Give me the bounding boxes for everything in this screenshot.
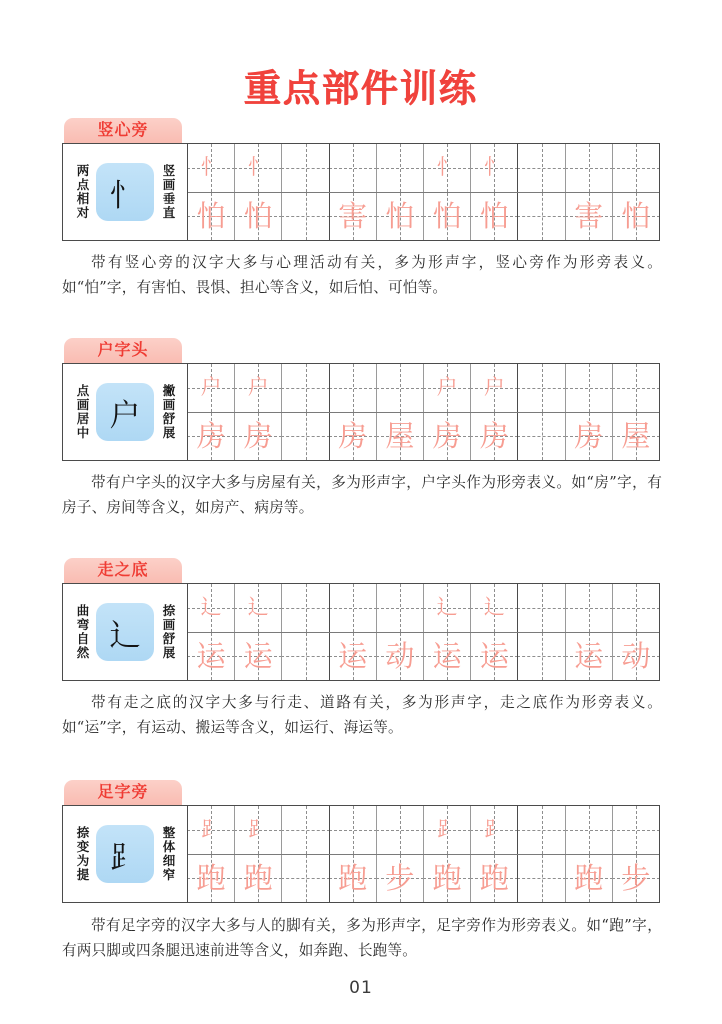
practice-cell[interactable] [566, 193, 613, 241]
right-note: 竖画垂直 [161, 164, 176, 220]
trace-character: ⻊ [247, 817, 269, 842]
practice-cell[interactable] [235, 193, 282, 241]
practice-cell[interactable] [235, 584, 282, 632]
trace-character: 辶 [436, 595, 458, 620]
practice-cell[interactable] [377, 413, 424, 461]
practice-cell[interactable] [424, 633, 471, 681]
practice-cell[interactable] [518, 806, 565, 854]
practice-cell[interactable] [330, 193, 377, 241]
trace-character: 跑 [432, 860, 462, 895]
grid-row-bottom [188, 193, 659, 241]
component-glyph: ⻊ [96, 825, 154, 883]
practice-cell[interactable] [613, 633, 659, 681]
practice-cell[interactable] [471, 855, 518, 903]
practice-cell[interactable] [282, 364, 329, 412]
practice-cell[interactable] [471, 364, 518, 412]
section-badge-shuxinpang: 竖心旁 [64, 118, 182, 143]
trace-character: 怕 [243, 198, 273, 233]
practice-cell[interactable] [424, 144, 471, 192]
practice-cell[interactable] [471, 584, 518, 632]
practice-cell[interactable] [377, 193, 424, 241]
practice-grid-zuzipang [62, 805, 660, 903]
practice-cell[interactable] [235, 633, 282, 681]
practice-cell[interactable] [471, 413, 518, 461]
trace-character: 运 [432, 638, 462, 673]
practice-cell[interactable] [188, 584, 235, 632]
left-note: 曲弯自然 [75, 604, 90, 660]
tianzige-grid [188, 364, 659, 460]
practice-cell[interactable] [330, 633, 377, 681]
practice-cell[interactable] [282, 584, 329, 632]
practice-cell[interactable] [566, 633, 613, 681]
trace-character: 屋 [385, 418, 415, 453]
grid-row-top [188, 584, 659, 633]
trace-character: 运 [243, 638, 273, 673]
section-badge-huzitou: 户字头 [64, 338, 182, 363]
trace-character: ⻊ [483, 817, 505, 842]
practice-cell[interactable] [377, 144, 424, 192]
trace-character: 房 [196, 418, 226, 453]
component-panel [63, 806, 188, 902]
practice-cell[interactable] [330, 144, 377, 192]
practice-cell[interactable] [613, 144, 659, 192]
trace-character: 跑 [196, 860, 226, 895]
trace-character: ⻊ [200, 817, 222, 842]
practice-cell[interactable] [235, 806, 282, 854]
grid-row-top [188, 144, 659, 193]
trace-character: 怕 [479, 198, 509, 233]
trace-character: 辶 [483, 595, 505, 620]
practice-cell[interactable] [330, 855, 377, 903]
practice-cell[interactable] [518, 584, 565, 632]
practice-cell[interactable] [518, 193, 565, 241]
practice-cell[interactable] [282, 855, 329, 903]
practice-cell[interactable] [188, 193, 235, 241]
right-note: 整体细窄 [161, 826, 176, 882]
trace-character: 户 [483, 375, 505, 400]
trace-character: 辶 [247, 595, 269, 620]
practice-grid-huzitou [62, 363, 660, 461]
trace-character: 怕 [621, 198, 651, 233]
tianzige-grid [188, 144, 659, 240]
practice-cell[interactable] [566, 144, 613, 192]
trace-character: 房 [432, 418, 462, 453]
practice-cell[interactable] [424, 413, 471, 461]
grid-row-top [188, 806, 659, 855]
trace-character: 忄 [483, 155, 505, 180]
practice-cell[interactable] [424, 584, 471, 632]
practice-cell[interactable] [613, 855, 659, 903]
practice-cell[interactable] [282, 633, 329, 681]
trace-character: 怕 [196, 198, 226, 233]
trace-character: 辶 [200, 595, 222, 620]
component-panel [63, 144, 188, 240]
trace-character: 怕 [432, 198, 462, 233]
section-huzitou [62, 338, 660, 461]
trace-character: 跑 [338, 860, 368, 895]
trace-character: 运 [338, 638, 368, 673]
practice-cell[interactable] [518, 364, 565, 412]
practice-cell[interactable] [613, 413, 659, 461]
trace-character: 害 [574, 198, 604, 233]
trace-character: 户 [200, 375, 222, 400]
trace-character: 忄 [200, 155, 222, 180]
practice-cell[interactable] [471, 144, 518, 192]
practice-cell[interactable] [424, 806, 471, 854]
component-glyph: 忄 [96, 163, 154, 221]
trace-character: 忄 [436, 155, 458, 180]
practice-cell[interactable] [424, 364, 471, 412]
practice-cell[interactable] [518, 855, 565, 903]
practice-grid-shuxinpang [62, 143, 660, 241]
practice-cell[interactable] [471, 806, 518, 854]
practice-cell[interactable] [566, 806, 613, 854]
trace-character: 动 [385, 638, 415, 673]
practice-cell[interactable] [566, 364, 613, 412]
practice-cell[interactable] [518, 144, 565, 192]
trace-character: 步 [385, 860, 415, 895]
trace-character: 运 [574, 638, 604, 673]
practice-cell[interactable] [235, 855, 282, 903]
practice-cell[interactable] [613, 584, 659, 632]
practice-cell[interactable] [188, 855, 235, 903]
explanation-paragraph-1: 带有竖心旁的汉字大多与心理活动有关，多为形声字，竖心旁作为形旁表义。如“怕”字，有害怕、畏惧、担心等含义，如后怕、可怕等。 [62, 254, 662, 296]
trace-character: 忄 [247, 155, 269, 180]
trace-character: 户 [436, 375, 458, 400]
component-glyph: 户 [96, 383, 154, 441]
trace-character: 房 [243, 418, 273, 453]
section-zouzhidi [62, 558, 660, 681]
practice-cell[interactable] [518, 633, 565, 681]
trace-character: 跑 [574, 860, 604, 895]
practice-cell[interactable] [377, 633, 424, 681]
practice-cell[interactable] [566, 413, 613, 461]
page-title: 重点部件训练 [244, 67, 478, 110]
grid-row-bottom [188, 413, 659, 461]
trace-character: 屋 [621, 418, 651, 453]
trace-character: 跑 [479, 860, 509, 895]
left-note: 两点相对 [75, 164, 90, 220]
practice-cell[interactable] [282, 413, 329, 461]
trace-character: ⻊ [436, 817, 458, 842]
explanation-paragraph-4: 带有足字旁的汉字大多与人的脚有关，多为形声字，足字旁作为形旁表义。如“跑”字，有两只脚或四条腿迅速前进等含义，如奔跑、长跑等。 [62, 917, 662, 959]
grid-row-bottom [188, 633, 659, 681]
practice-cell[interactable] [235, 144, 282, 192]
practice-cell[interactable] [566, 584, 613, 632]
practice-cell[interactable] [471, 193, 518, 241]
grid-row-bottom [188, 855, 659, 903]
practice-cell[interactable] [377, 364, 424, 412]
practice-cell[interactable] [235, 364, 282, 412]
trace-character: 跑 [243, 860, 273, 895]
practice-grid-zouzhidi [62, 583, 660, 681]
section-shuxinpang [62, 118, 660, 241]
tianzige-grid [188, 584, 659, 680]
practice-cell[interactable] [330, 584, 377, 632]
trace-character: 动 [621, 638, 651, 673]
practice-cell[interactable] [188, 364, 235, 412]
explanation-paragraph-2: 带有户字头的汉字大多与房屋有关，多为形声字，户字头作为形旁表义。如“房”字，有房子、房间等含义，如房产、病房等。 [62, 474, 662, 516]
practice-cell[interactable] [424, 855, 471, 903]
component-panel [63, 584, 188, 680]
trace-character: 害 [338, 198, 368, 233]
practice-cell[interactable] [330, 413, 377, 461]
component-panel [63, 364, 188, 460]
explanation-paragraph-3: 带有走之底的汉字大多与行走、道路有关，多为形声字，走之底作为形旁表义。如“运”字，有运动、搬运等含义，如运行、海运等。 [62, 694, 662, 736]
trace-character: 怕 [385, 198, 415, 233]
section-badge-zuzipang: 足字旁 [64, 780, 182, 805]
practice-cell[interactable] [188, 633, 235, 681]
practice-cell[interactable] [377, 855, 424, 903]
section-badge-zouzhidi: 走之底 [64, 558, 182, 583]
left-note: 捺变为提 [75, 826, 90, 882]
section-zuzipang [62, 780, 660, 903]
practice-cell[interactable] [282, 193, 329, 241]
right-note: 撇画舒展 [161, 384, 176, 440]
practice-cell[interactable] [566, 855, 613, 903]
right-note: 捺画舒展 [161, 604, 176, 660]
grid-row-top [188, 364, 659, 413]
practice-cell[interactable] [424, 193, 471, 241]
trace-character: 步 [621, 860, 651, 895]
practice-cell[interactable] [188, 144, 235, 192]
trace-character: 户 [247, 375, 269, 400]
tianzige-grid [188, 806, 659, 902]
practice-cell[interactable] [471, 633, 518, 681]
trace-character: 房 [338, 418, 368, 453]
practice-cell[interactable] [613, 806, 659, 854]
trace-character: 运 [196, 638, 226, 673]
practice-cell[interactable] [613, 193, 659, 241]
practice-cell[interactable] [377, 584, 424, 632]
practice-cell[interactable] [282, 806, 329, 854]
practice-cell[interactable] [235, 413, 282, 461]
trace-character: 运 [479, 638, 509, 673]
practice-cell[interactable] [188, 806, 235, 854]
practice-cell[interactable] [330, 806, 377, 854]
practice-cell[interactable] [282, 144, 329, 192]
left-note: 点画居中 [75, 384, 90, 440]
trace-character: 房 [479, 418, 509, 453]
practice-cell[interactable] [330, 364, 377, 412]
practice-cell[interactable] [613, 364, 659, 412]
practice-cell[interactable] [518, 413, 565, 461]
page-number: 01 [349, 978, 373, 998]
component-glyph: 辶 [96, 603, 154, 661]
trace-character: 房 [574, 418, 604, 453]
practice-cell[interactable] [377, 806, 424, 854]
practice-cell[interactable] [188, 413, 235, 461]
